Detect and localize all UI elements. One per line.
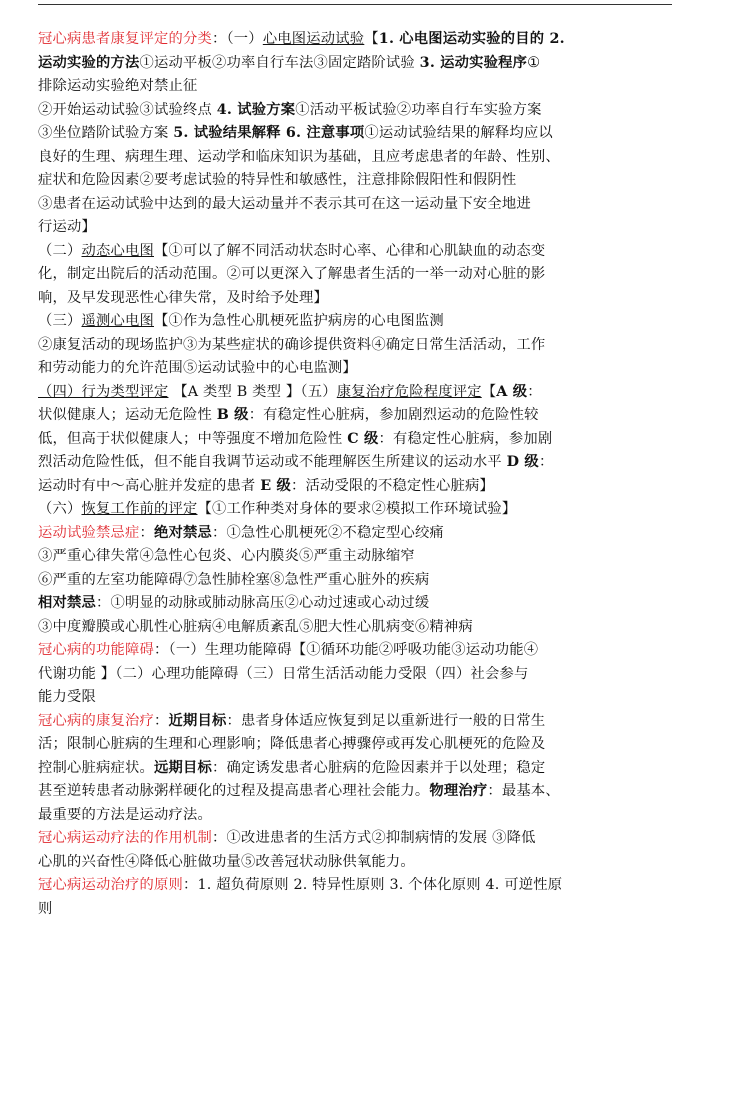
text-line [38,357,674,381]
text-run: 心肌的兴奋性④降低心脏做功量⑤改善冠状动脉供氧能力。 [38,853,415,870]
text-line [38,240,674,264]
bold-term: 4. 试验方案 [216,101,296,118]
bold-term: A 级 [496,383,528,400]
text-line [38,99,674,123]
text-run: ：①明显的动脉或肺动脉高压②心动过速或心动过缓 [96,595,430,611]
text-run: ：有稳定性心脏病，参加剧 [378,430,553,447]
text-line [38,428,674,452]
bold-term: 1. 心电图运动实验的目的 2. [378,31,565,47]
text-run: 低，但高于状似健康人；中等强度不增加危险性 [38,430,348,447]
text-line [38,475,674,499]
text-run: ②开始运动试验③试验终点 [38,101,217,118]
underlined-term: 遥测心电图 [81,313,154,329]
section-heading: 运动试验禁忌症 [38,524,140,541]
text-line [38,851,674,875]
text-run: ①运动试验结果的解释均应以 [364,125,553,141]
text-run: 【①工作种类对身体的要求②模拟工作环境试验】 [197,501,517,517]
text-run: ②康复活动的现场监护③为某些症状的确诊提供资料④确定日常生活活动，工作 [38,336,546,353]
bold-term: E 级 [260,477,291,494]
text-run: （三） [38,313,82,329]
text-line [38,757,674,781]
text-line [38,616,674,640]
underlined-term: 动态心电图 [81,242,154,259]
text-run: 化，制定出院后的活动范围。②可以更深入了解患者生活的一举一动对心脏的影 [38,266,546,282]
document-body [38,28,674,921]
text-run: ：（一） [211,31,263,47]
text-line [38,522,674,546]
text-run: 最重要的方法是运动疗法。 [38,806,212,823]
underlined-term: （四）行为类型评定 [38,383,169,400]
text-line [38,710,674,734]
text-line [38,569,674,593]
text-run: 活；限制心脏病的生理和心理影响；降低患者心搏骤停或再发心肌梗死的危险及 [38,736,546,752]
text-line [38,780,674,804]
text-line [38,263,674,287]
text-line [38,686,674,710]
text-run: 行运动】 [38,219,96,235]
text-line [38,898,674,922]
text-run: ： [139,524,154,541]
text-run: 甚至逆转患者动脉粥样硬化的过程及提高患者心理社会能力。 [38,783,430,799]
text-run: 运动时有中～高心脏并发症的患者 [38,477,261,494]
text-run: ：有稳定性心脏病，参加剧烈运动的危险性较 [248,407,539,423]
text-line [38,804,674,828]
text-run: 代谢功能 】（二）心理功能障碍（三）日常生活活动能力受限（四）社会参与 [38,665,529,682]
text-run: ：①改进患者的生活方式②抑制病情的发展 ③降低 [211,830,536,846]
text-run: 则 [38,900,53,917]
section-heading: 冠心病的康复治疗 [38,712,154,729]
text-run: ：（一）生理功能障碍【①循环功能②呼吸功能③运动功能④ [153,642,539,658]
text-run: 状似健康人；运动无危险性 [38,407,217,423]
text-run: ：患者身体适应恢复到足以重新进行一般的日常生 [226,712,546,729]
text-run: ：①急性心肌梗死②不稳定型心绞痛 [211,524,444,541]
text-line [38,193,674,217]
text-run: ：最基本、 [487,783,560,799]
bold-term: 3. 运动实验程序 [419,54,528,71]
underlined-term: 心电图运动试验 [262,31,365,47]
text-line [38,404,674,428]
text-run: 【 [364,31,379,47]
text-run: 【①可以了解不同活动状态时心率、心律和心肌缺血的动态变 [153,242,546,259]
text-line [38,334,674,358]
text-run: 响，及早发现恶性心律失常，及时给予处理】 [38,289,328,306]
text-run: ③中度瓣膜或心肌性心脏病④电解质紊乱⑤肥大性心肌病变⑥精神病 [38,618,473,635]
text-line [38,75,674,99]
text-line [38,310,674,334]
bold-term: B 级 [216,407,249,423]
bold-term: 绝对禁忌 [153,524,212,541]
text-run: ③患者在运动试验中达到的最大运动量并不表示其可在这一运动量下安全地进 [38,195,531,212]
text-line [38,498,674,522]
bold-term: 5. 试验结果解释 6. 注意事项 [173,125,365,141]
section-heading: 冠心病患者康复评定的分类 [38,31,212,47]
text-line [38,874,674,898]
text-line [38,52,674,76]
text-line [38,216,674,240]
text-run: 控制心脏病症状。 [38,759,154,776]
text-run: ①活动平板试验②功率自行车实验方案 [295,101,542,118]
bold-term: 远期目标 [153,759,212,776]
text-line [38,733,674,757]
text-run: 【①作为急性心肌梗死监护病房的心电图监测 [153,313,444,329]
text-run: ： [538,454,554,470]
text-line [38,28,674,52]
text-line [38,592,674,616]
text-line [38,545,674,569]
bold-term: 物理治疗 [429,783,488,799]
underlined-term: 康复治疗危险程度评定 [336,383,482,400]
top-rule [38,4,672,5]
text-run: 症状和危险因素②要考虑试验的特异性和敏感性，注意排除假阳性和假阴性 [38,172,517,188]
section-heading: 冠心病运动疗法的作用机制 [38,830,212,846]
text-run: ③严重心律失常④急性心包炎、心内膜炎⑤严重主动脉缩窄 [38,548,415,564]
text-run: 烈活动危险性低，但不能自我调节运动或不能理解医生所建议的运动水平 [38,454,507,470]
text-run: （二） [38,242,82,259]
text-run: （六） [38,501,82,517]
text-line [38,287,674,311]
text-run: 【A 类型 B 类型 】（五） [168,383,337,400]
text-line [38,169,674,193]
underlined-term: 恢复工作前的评定 [81,501,198,517]
text-run: 能力受限 [38,689,96,705]
text-line [38,451,674,475]
text-line [38,122,674,146]
bold-term: 近期目标 [168,712,227,729]
section-heading: 冠心病运动治疗的原则 [38,877,183,893]
text-run: 排除运动实验绝对禁止征 [38,78,198,94]
text-line [38,146,674,170]
text-run: ：活动受限的不稳定性心脏病】 [290,477,494,494]
text-run: ： [153,712,169,729]
text-line [38,827,674,851]
bold-term: D 级 [506,454,539,470]
text-line [38,639,674,663]
text-run: 和劳动能力的允许范围⑤运动试验中的心电监测】 [38,360,357,376]
text-run: 良好的生理、病理生理、运动学和临床知识为基础，且应考虑患者的年龄、性别、 [38,148,560,165]
text-run: ① [527,54,541,71]
text-run: ：确定诱发患者心脏病的危险因素并于以处理；稳定 [211,759,546,776]
text-run: ： [527,383,542,400]
text-line [38,381,674,405]
section-heading: 冠心病的功能障碍 [38,642,154,658]
text-line [38,663,674,687]
text-run: ：1. 超负荷原则 2. 特异性原则 3. 个体化原则 4. 可逆性原 [182,877,563,893]
text-run: 【 [481,383,497,400]
bold-term: 相对禁忌 [38,595,96,611]
bold-term: C 级 [347,430,379,447]
bold-term: 运动实验的方法 [38,54,140,71]
text-run: ⑥严重的左室功能障碍⑦急性肺栓塞⑧急性严重心脏外的疾病 [38,571,430,588]
text-run: ③坐位踏阶试验方案 [38,125,174,141]
text-run: ①运动平板②功率自行车法③固定踏阶试验 [139,54,420,71]
